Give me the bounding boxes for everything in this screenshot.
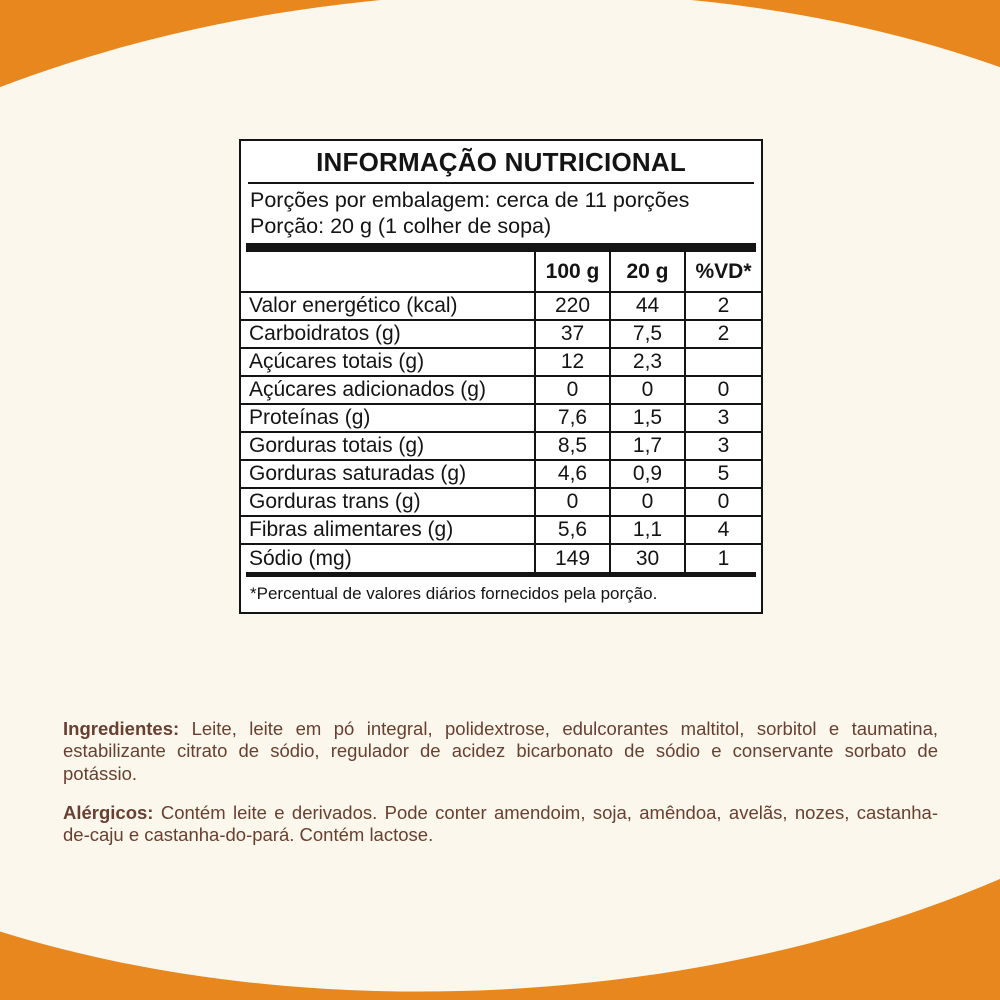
nutrient-row <box>241 544 761 572</box>
value-percent-vd: 5 <box>685 460 761 488</box>
col-header-100g: 100 g <box>535 252 610 292</box>
nutrient-row <box>241 320 761 348</box>
nutrient-row <box>241 404 761 432</box>
value-per-20g: 2,3 <box>610 348 685 376</box>
servings-per-package: Porções por embalagem: cerca de 11 porções <box>250 188 690 212</box>
nutrient-label: Gorduras saturadas (g) <box>241 460 535 488</box>
value-per-100g: 0 <box>535 376 610 404</box>
allergens-text: Contém leite e derivados. Pode conter amendoim, soja, amêndoa, avelãs, nozes, castanha-de-caju e castanha-do-pará. Contém lactose. <box>63 801 938 845</box>
allergens-paragraph <box>63 802 938 847</box>
thick-divider-top <box>246 243 756 252</box>
servings-block <box>241 184 761 243</box>
value-per-100g: 8,5 <box>535 432 610 460</box>
value-per-100g: 149 <box>535 544 610 572</box>
value-per-100g: 12 <box>535 348 610 376</box>
nutrient-label: Sódio (mg) <box>241 544 535 572</box>
value-percent-vd: 0 <box>685 488 761 516</box>
ingredients-label: Ingredientes: <box>63 717 180 739</box>
nutrient-row <box>241 516 761 544</box>
nutrition-facts-panel <box>239 139 763 614</box>
nutrient-label: Carboidratos (g) <box>241 320 535 348</box>
col-header-empty <box>241 252 535 292</box>
nutrient-label: Gorduras trans (g) <box>241 488 535 516</box>
nutrient-label: Fibras alimentares (g) <box>241 516 535 544</box>
value-per-20g: 1,5 <box>610 404 685 432</box>
nutrient-row <box>241 460 761 488</box>
nutrient-label: Valor energético (kcal) <box>241 292 535 320</box>
value-per-20g: 1,7 <box>610 432 685 460</box>
value-percent-vd: 1 <box>685 544 761 572</box>
value-percent-vd: 2 <box>685 320 761 348</box>
value-percent-vd: 3 <box>685 432 761 460</box>
col-header-20g: 20 g <box>610 252 685 292</box>
nutrition-grid <box>241 252 761 572</box>
nutrient-label: Gorduras totais (g) <box>241 432 535 460</box>
nutrient-label: Açúcares totais (g) <box>241 348 535 376</box>
value-per-100g: 5,6 <box>535 516 610 544</box>
value-per-20g: 44 <box>610 292 685 320</box>
value-percent-vd: 4 <box>685 516 761 544</box>
grid-header-row <box>241 252 761 292</box>
value-per-20g: 0 <box>610 488 685 516</box>
col-header-vd: %VD* <box>685 252 761 292</box>
value-per-100g: 7,6 <box>535 404 610 432</box>
value-per-20g: 0 <box>610 376 685 404</box>
nutrient-row <box>241 292 761 320</box>
value-per-20g: 1,1 <box>610 516 685 544</box>
nutrient-row <box>241 432 761 460</box>
value-per-100g: 0 <box>535 488 610 516</box>
value-per-100g: 220 <box>535 292 610 320</box>
value-percent-vd: 3 <box>685 404 761 432</box>
daily-values-footnote: *Percentual de valores diários fornecidos pela porção. <box>250 584 658 603</box>
value-percent-vd: 0 <box>685 376 761 404</box>
value-per-100g: 37 <box>535 320 610 348</box>
value-per-20g: 0,9 <box>610 460 685 488</box>
value-percent-vd <box>685 348 761 376</box>
value-per-20g: 7,5 <box>610 320 685 348</box>
nutrient-row <box>241 488 761 516</box>
nutrient-label: Proteínas (g) <box>241 404 535 432</box>
nutrient-row <box>241 348 761 376</box>
nutrient-row <box>241 376 761 404</box>
value-per-20g: 30 <box>610 544 685 572</box>
ingredients-paragraph <box>63 718 938 786</box>
value-per-100g: 4,6 <box>535 460 610 488</box>
nutrition-title: INFORMAÇÃO NUTRICIONAL <box>316 147 686 177</box>
serving-size: Porção: 20 g (1 colher de sopa) <box>250 214 552 238</box>
value-percent-vd: 2 <box>685 292 761 320</box>
allergens-label: Alérgicos: <box>63 801 154 823</box>
nutrient-label: Açúcares adicionados (g) <box>241 376 535 404</box>
ingredients-text: Leite, leite em pó integral, polidextrose, edulcorantes maltitol, sorbitol e taumatina, estabilizante citrato de sódio, regulador de acidez bicarbonato de sódio e conservante sorbato de potássio. <box>63 717 938 784</box>
